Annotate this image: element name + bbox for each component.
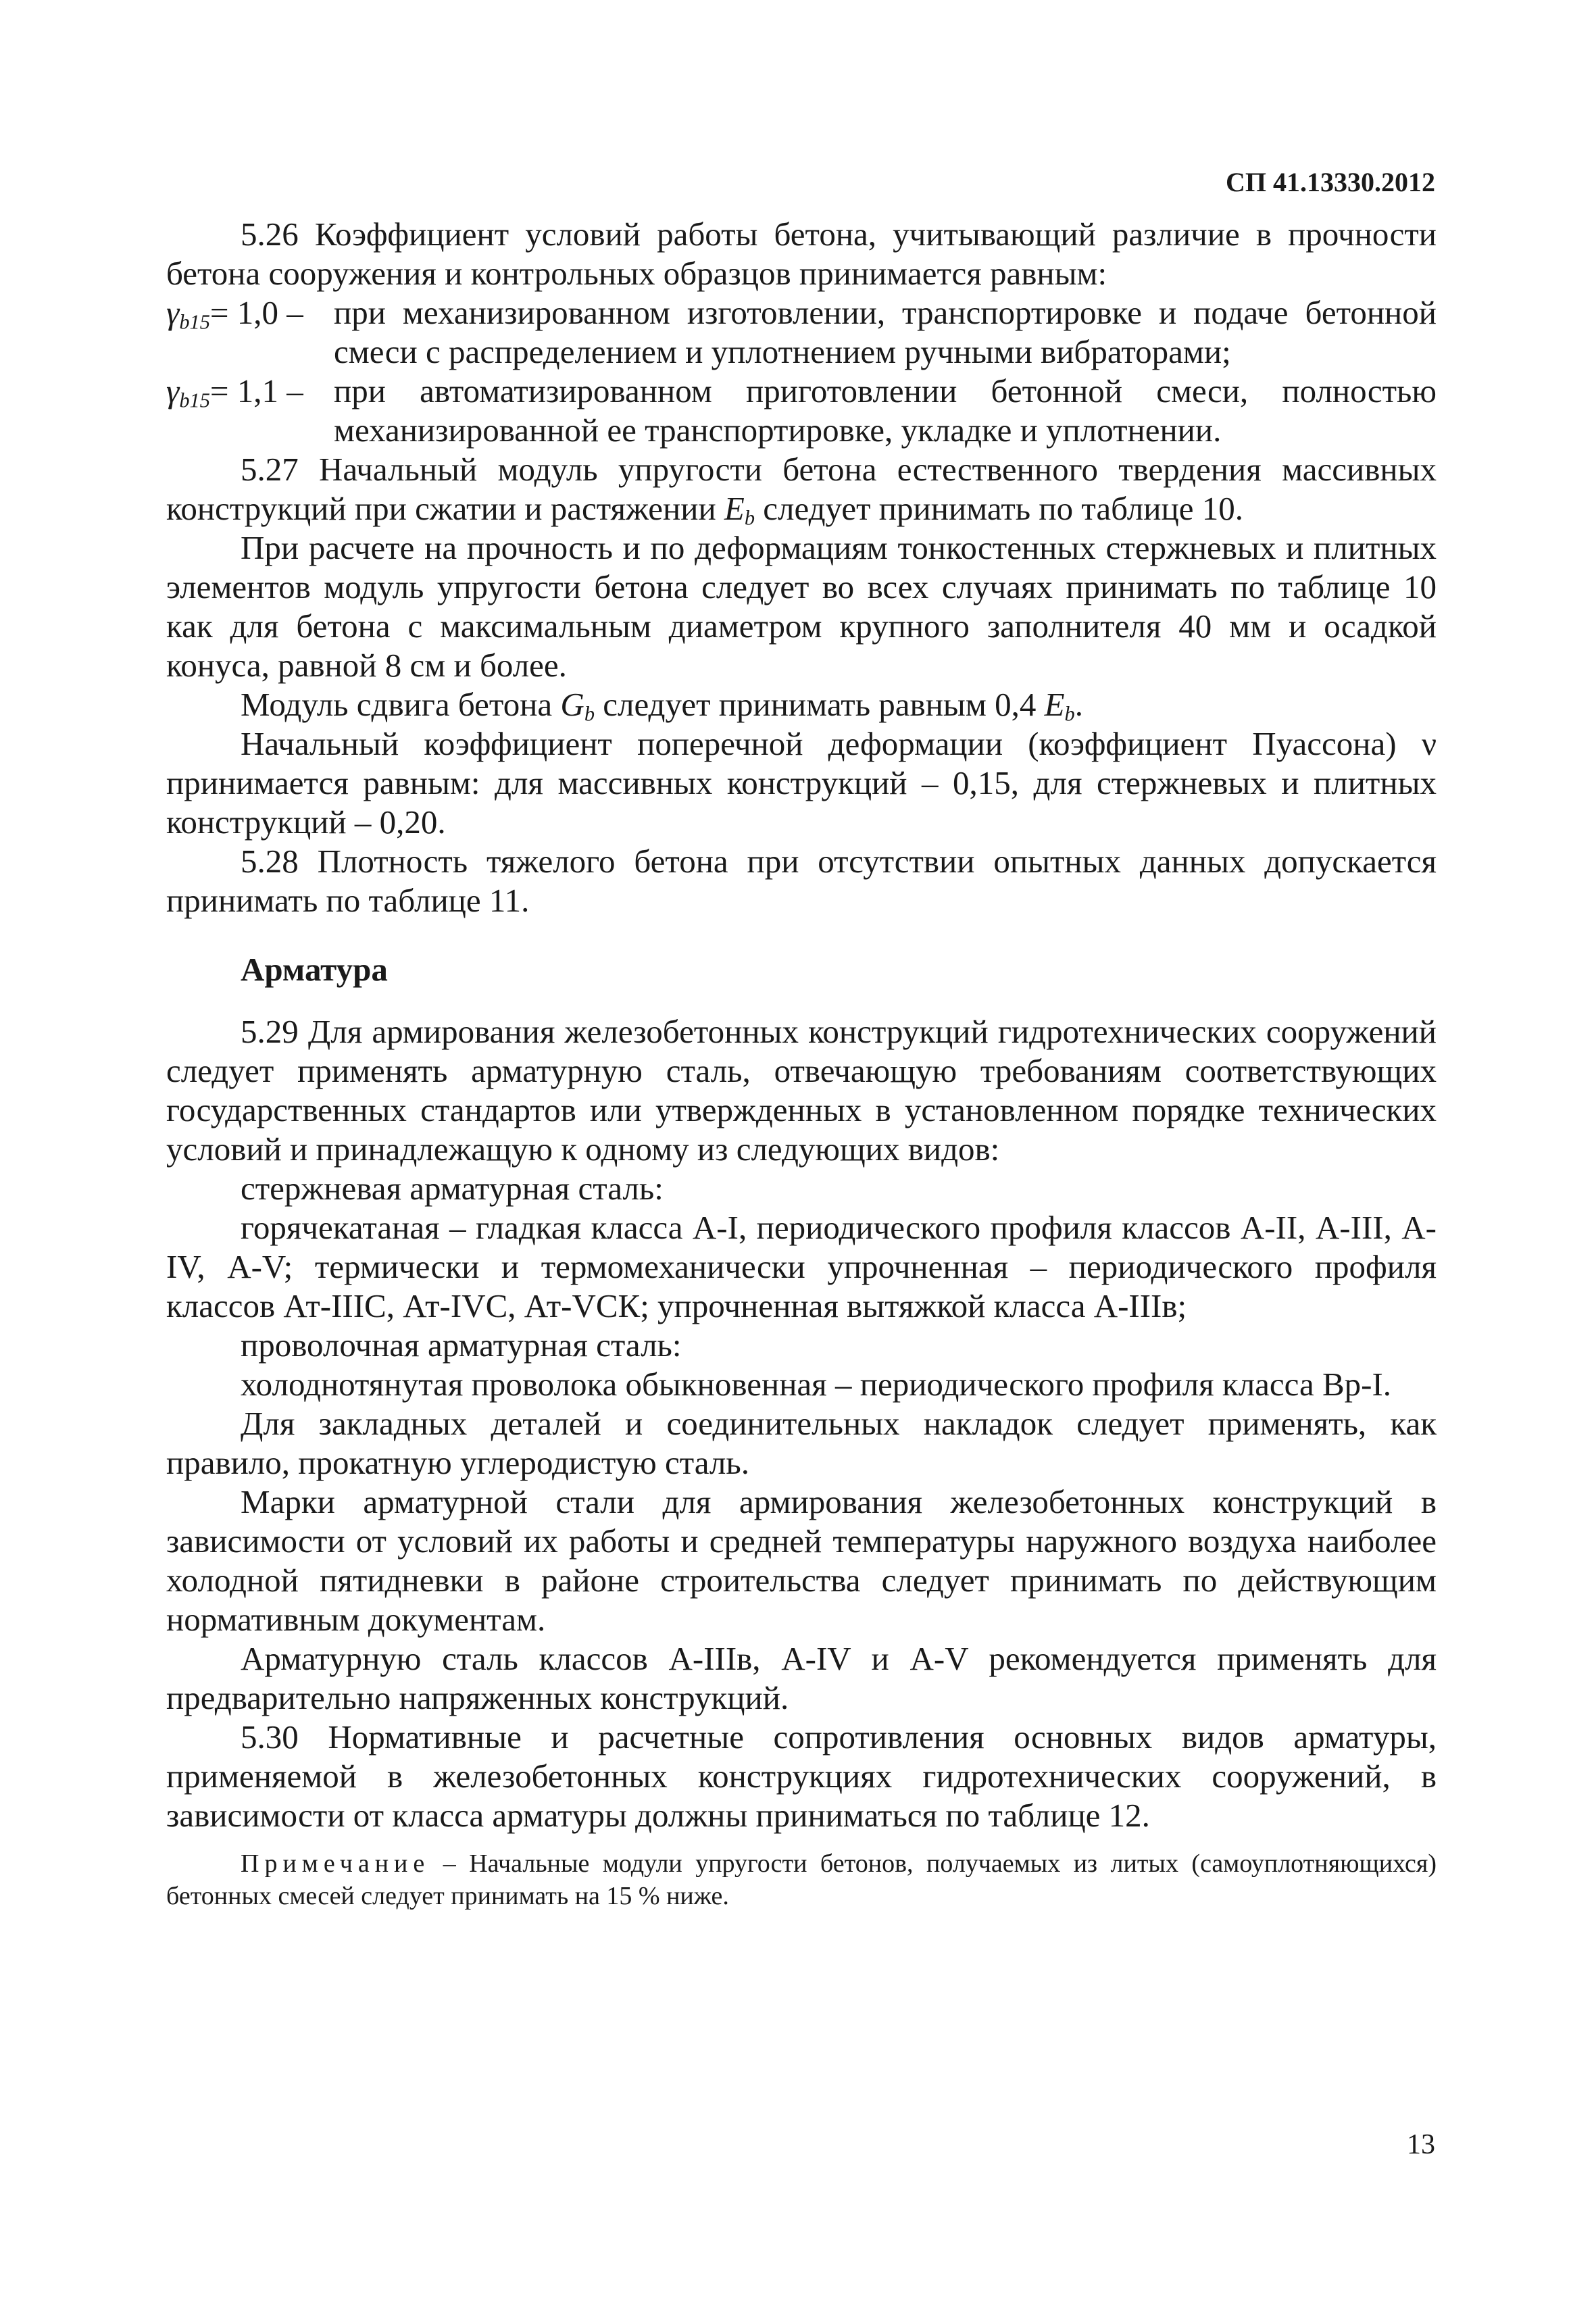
- coefficient-row-1: [166, 293, 1437, 372]
- coefficient-description: при механизированном изготовлении, транспортировке и подаче бетонной смеси с распределением и уплотнением ручными вибраторами;: [334, 294, 1437, 370]
- paragraph-cold-drawn: холоднотянутая проволока обыкновенная – периодического профиля класса Вр-I.: [241, 1366, 1392, 1403]
- section-title: Арматура: [241, 951, 388, 988]
- paragraph-wire-steel: проволочная арматурная сталь:: [241, 1326, 682, 1364]
- page-number: 13: [1407, 2129, 1435, 2160]
- coefficient-row-2: [166, 372, 1437, 450]
- coefficient-symbol: $\gamma_{b15}= 1,0$ –: [166, 294, 303, 334]
- paragraph-poisson: Начальный коэффициент поперечной деформации (коэффициент Пуассона) ν принимается равным: для массивных конструкций – 0,15, для стержневых и плитных конструкций – 0,20.: [166, 725, 1437, 841]
- note-label: Примечание: [241, 1849, 430, 1878]
- paragraph-rod-steel: стержневая арматурная сталь:: [241, 1170, 664, 1207]
- note: [166, 1847, 1437, 1912]
- note-text: – Начальные модули упругости бетонов, получаемых из литых (самоуплотняющихся) бетонных смесей следует принимать на 15 % ниже.: [166, 1849, 1437, 1910]
- coefficient-description: при автоматизированном приготовлении бетонной смеси, полностью механизированной ее транспортировке, укладке и уплотнении.: [334, 372, 1437, 449]
- page-content: [166, 215, 1437, 1912]
- paragraph-5-26: 5.26 Коэффициент условий работы бетона, учитывающий различие в прочности бетона сооружения и контрольных образцов принимается равным:: [166, 216, 1437, 292]
- paragraph-5-27: 5.27 Начальный модуль упругости бетона естественного твердения массивных конструкций при сжатии и растяжении $E_b$ следует принимать по таблице 10.: [166, 451, 1437, 530]
- paragraph-embedded-parts: Для закладных деталей и соединительных накладок следует применять, как правило, прокатную углеродистую сталь.: [166, 1405, 1437, 1481]
- paragraph-5-28: 5.28 Плотность тяжелого бетона при отсутствии опытных данных допускается принимать по таблице 11.: [166, 843, 1437, 919]
- paragraph-steel-classes: Арматурную сталь классов А-IIIв, А-IV и А-V рекомендуется применять для предварительно напряженных конструкций.: [166, 1640, 1437, 1716]
- paragraph-5-29: 5.29 Для армирования железобетонных конструкций гидротехнических сооружений следует применять арматурную сталь, отвечающую требованиям соответствующих государственных стандартов или утвержденных в установленном порядке технических условий и принадлежащую к одному из следующих видов:: [166, 1013, 1437, 1168]
- coefficient-symbol: $\gamma_{b15}= 1,1$ –: [166, 372, 303, 412]
- paragraph-calculation: При расчете на прочность и по деформациям тонкостенных стержневых и плитных элементов модуль упругости бетона следует во всех случаях принимать по таблице 10 как для бетона с максимальным диаметром крупного заполнителя 40 мм и осадкой конуса, равной 8 см и более.: [166, 529, 1437, 684]
- paragraph-shear-modulus: Модуль сдвига бетона $G_b$ следует принимать равным 0,4 $E_b$.: [241, 686, 1083, 726]
- paragraph-5-30: 5.30 Нормативные и расчетные сопротивления основных видов арматуры, применяемой в железобетонных конструкциях гидротехнических сооружений, в зависимости от класса арматуры должны приниматься по таблице 12.: [166, 1718, 1437, 1834]
- paragraph-steel-grades: Марки арматурной стали для армирования железобетонных конструкций в зависимости от условий их работы и средней температуры наружного воздуха наиболее холодной пятидневки в районе строительства следует принимать по действующим нормативным документам.: [166, 1483, 1437, 1638]
- paragraph-hot-rolled: горячекатаная – гладкая класса А-I, периодического профиля классов А-II, А-III, А-IV, А-V; термически и термомеханически упрочненная – периодического профиля классов Ат-IIIС, Ат-IVС, Ат-VСК; упрочненная вытяжкой класса А-IIIв;: [166, 1209, 1437, 1324]
- document-code: СП 41.13330.2012: [1226, 167, 1435, 197]
